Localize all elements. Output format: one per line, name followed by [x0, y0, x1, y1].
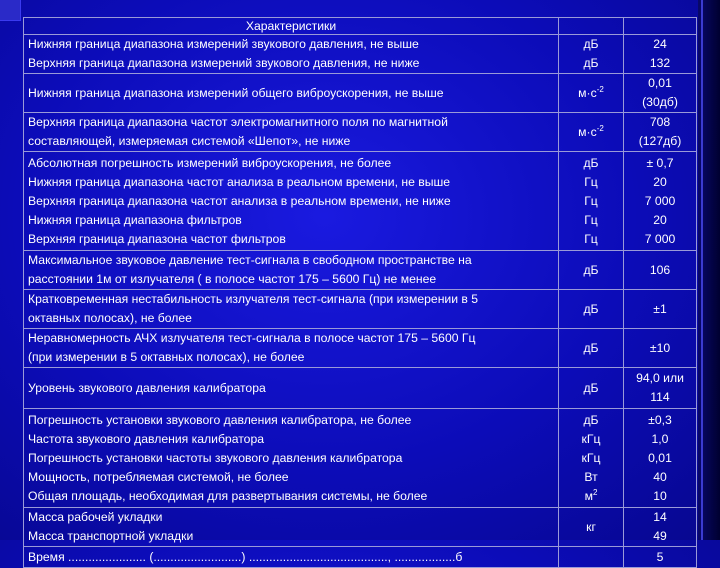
unit-text: кГц	[581, 450, 601, 465]
value-text: ±0,3	[648, 412, 672, 427]
unit-text: Вт	[584, 469, 598, 484]
unit-cell	[559, 508, 624, 547]
parameter-cell	[24, 290, 559, 329]
parameter-cell	[24, 409, 559, 508]
value-text: ±1	[653, 301, 667, 316]
value-cell	[624, 290, 697, 329]
parameter-cell	[24, 35, 559, 74]
parameter-text: Время ....................... (..........................) ........................................., ..................б	[28, 549, 463, 564]
unit-text: дБ	[583, 301, 599, 316]
value-cell	[624, 409, 697, 508]
parameter-cell	[24, 152, 559, 251]
unit-cell	[559, 409, 624, 508]
parameter-text: Общая площадь, необходимая для развертывания системы, не более	[28, 488, 428, 503]
value-cell	[624, 74, 697, 113]
unit-text: кГц	[581, 431, 601, 446]
parameter-text: (при измерении в 5 октавных полосах), не более	[28, 350, 305, 364]
parameter-text: Максимальное звуковое давление тест-сигнала в свободном пространстве на	[28, 253, 472, 267]
unit-cell	[559, 290, 624, 329]
table-row	[24, 35, 697, 74]
value-text: (30дб)	[642, 95, 678, 109]
unit-cell	[559, 113, 624, 152]
parameter-text: Верхняя граница диапазона измерений звукового давления, не ниже	[28, 56, 420, 70]
parameter-text: Погрешность установки частоты звукового давления калибратора	[28, 450, 403, 465]
slide-right-border	[698, 0, 720, 540]
unit-text: Гц	[584, 231, 598, 246]
unit-text: $м\cdot с^{-2}$	[578, 123, 604, 139]
table-row	[24, 251, 697, 290]
parameter-text: Погрешность установки звукового давления калибратора, не более	[28, 412, 412, 427]
unit-text: дБ	[583, 380, 599, 395]
unit-text: дБ	[583, 340, 599, 355]
parameter-text: Верхняя граница диапазона частот анализа в реальном времени, не ниже	[28, 193, 451, 208]
value-text: 24	[653, 37, 667, 51]
table-row	[24, 547, 697, 568]
parameter-text: Уровень звукового давления калибратора	[28, 380, 266, 395]
value-text: 49	[653, 529, 667, 543]
parameter-text: Нижняя граница диапазона фильтров	[28, 212, 242, 227]
parameter-cell	[24, 508, 559, 547]
value-cell	[624, 35, 697, 74]
parameter-text: составляющей, измеряемая системой «Шепот», не ниже	[28, 134, 351, 148]
unit-cell	[559, 547, 624, 568]
parameter-text: Верхняя граница диапазона частот фильтров	[28, 231, 286, 246]
value-text: 114	[650, 390, 670, 404]
parameter-text: Масса транспортной укладки	[28, 529, 194, 543]
value-text: (127дб)	[638, 134, 682, 148]
value-cell	[624, 329, 697, 368]
parameter-text: расстоянии 1м от излучателя ( в полосе частот 175 – 5600 Гц) не менее	[28, 272, 437, 286]
value-text: 106	[649, 262, 671, 277]
table-row	[24, 508, 697, 547]
unit-text: $м\cdot с^{-2}$	[578, 84, 604, 100]
value-text: 0,01	[648, 76, 672, 90]
unit-text: кг	[586, 519, 596, 534]
parameter-cell	[24, 113, 559, 152]
parameter-text: Нижняя граница диапазона частот анализа в реальном времени, не выше	[28, 174, 451, 189]
unit-text: $м^2$	[584, 487, 598, 503]
parameter-text: Масса рабочей укладки	[28, 510, 163, 524]
value-text: 20	[653, 174, 667, 189]
value-cell	[624, 251, 697, 290]
parameter-text: Нижняя граница диапазона измерений звукового давления, не выше	[28, 37, 419, 51]
table-row	[24, 74, 697, 113]
unit-text: дБ	[583, 37, 599, 51]
unit-text: дБ	[583, 412, 599, 427]
parameter-text: Неравномерность АЧХ излучателя тест-сигнала в полосе частот 175 – 5600 Гц	[28, 331, 476, 345]
value-text: 10	[653, 488, 667, 503]
table-row	[24, 113, 697, 152]
unit-text: Гц	[584, 193, 598, 208]
parameter-text: Верхняя граница диапазона частот электромагнитного поля по магнитной	[28, 115, 448, 129]
parameter-text: октавных полосах), не более	[28, 311, 192, 325]
value-text: 7 000	[644, 231, 676, 246]
header-value-cell	[624, 18, 697, 35]
unit-text: Гц	[584, 174, 598, 189]
value-text: 40	[653, 469, 667, 484]
value-cell	[624, 508, 697, 547]
unit-cell	[559, 368, 624, 409]
value-text: 1,0	[651, 431, 669, 446]
parameter-cell	[24, 547, 559, 568]
value-text: 132	[649, 56, 671, 70]
unit-cell	[559, 35, 624, 74]
header-row	[24, 18, 697, 35]
table-row	[24, 368, 697, 409]
unit-text: Гц	[584, 212, 598, 227]
unit-cell	[559, 74, 624, 113]
value-text: 7 000	[644, 193, 676, 208]
table-row	[24, 152, 697, 251]
unit-cell	[559, 251, 624, 290]
value-cell	[624, 113, 697, 152]
parameter-text: Абсолютная погрешность измерений виброускорения, не более	[28, 155, 392, 170]
characteristics-table	[23, 17, 697, 568]
table-row	[24, 409, 697, 508]
slide-corner-decoration	[0, 0, 21, 21]
parameter-text: Нижняя граница диапазона измерений общего виброускорения, не выше	[28, 85, 444, 100]
value-text: 5	[656, 549, 664, 564]
value-cell	[624, 547, 697, 568]
header-title: Характеристики	[24, 18, 559, 35]
parameter-cell	[24, 329, 559, 368]
parameter-cell	[24, 74, 559, 113]
value-text: 0,01	[648, 450, 672, 465]
unit-text: дБ	[583, 56, 599, 70]
unit-cell	[559, 152, 624, 251]
value-text: 20	[653, 212, 667, 227]
parameter-cell	[24, 368, 559, 409]
unit-cell	[559, 329, 624, 368]
unit-text: дБ	[583, 262, 599, 277]
table-row	[24, 290, 697, 329]
value-cell	[624, 368, 697, 409]
header-unit-cell	[559, 18, 624, 35]
parameter-cell	[24, 251, 559, 290]
value-text: 708	[649, 115, 671, 129]
value-text: ± 0,7	[646, 155, 674, 170]
value-text: 14	[653, 510, 667, 524]
parameter-text: Частота звукового давления калибратора	[28, 431, 264, 446]
value-cell	[624, 152, 697, 251]
unit-text: дБ	[583, 155, 599, 170]
table-row	[24, 329, 697, 368]
value-text: 94,0 или	[636, 371, 684, 385]
value-text: ±10	[649, 340, 671, 355]
parameter-text: Кратковременная нестабильность излучателя тест-сигнала (при измерении в 5	[28, 292, 479, 306]
parameter-text: Мощность, потребляемая системой, не более	[28, 469, 289, 484]
